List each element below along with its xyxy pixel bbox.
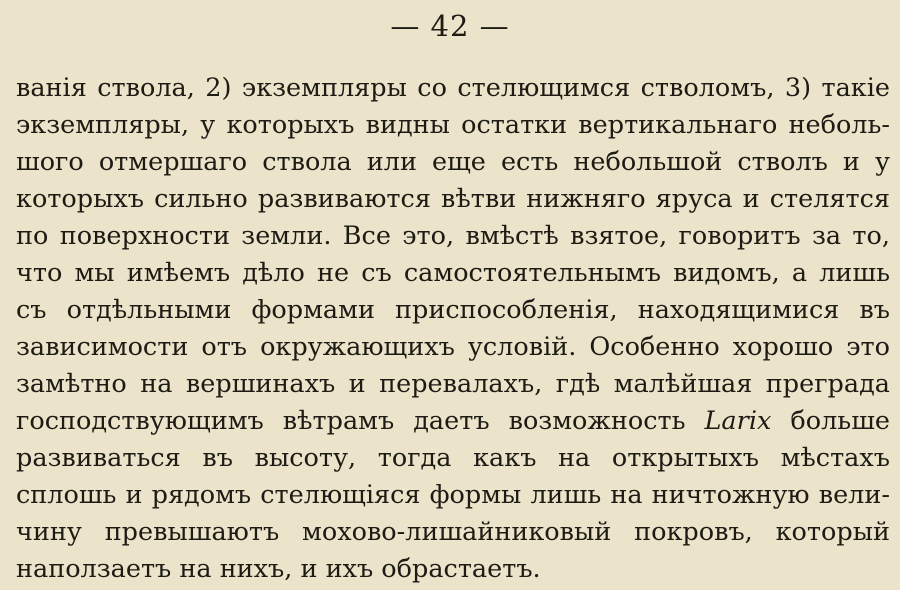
text-line-9: замѣтно на вершинахъ и перевалахъ, гдѣ малѣйшая преграда: [16, 369, 890, 399]
text-line-4: которыхъ сильно развиваются вѣтви нижняго яруса и стелятся: [16, 184, 890, 214]
text-line-6: что мы имѣемъ дѣло не съ самостоятельнымъ видомъ, а лишь: [16, 258, 890, 288]
text-line-1: ванія ствола, 2) экземпляры со стелющимся стволомъ, 3) такіе: [16, 73, 890, 103]
page-number: — 42 —: [390, 9, 510, 43]
text-line-14: наползаетъ на нихъ, и ихъ обрастаетъ.: [16, 554, 541, 584]
text-line-7: съ отдѣльными формами приспособленія, находящимися въ: [16, 295, 890, 325]
text-line-10-after: больше: [771, 406, 890, 436]
genus-name-italic: Larix: [704, 406, 772, 436]
text-line-5: по поверхности земли. Все это, вмѣстѣ взятое, говоритъ за то,: [16, 221, 890, 251]
body-paragraph: [16, 70, 890, 588]
text-line-3: шого отмершаго ствола или еще есть небольшой стволъ и у: [16, 147, 890, 177]
text-line-2: экземпляры, у которыхъ видны остатки вертикальнаго неболь-: [16, 110, 890, 140]
text-line-12: сплошь и рядомъ стелющіяся формы лишь на ничтожную вели-: [16, 480, 890, 510]
text-line-11: развиваться въ высоту, тогда какъ на открытыхъ мѣстахъ: [16, 443, 890, 473]
text-line-8: зависимости отъ окружающихъ условій. Особенно хорошо это: [16, 332, 890, 362]
text-line-10: [16, 403, 890, 440]
text-line-10-before: господствующимъ вѣтрамъ даетъ возможность: [16, 406, 705, 436]
text-line-13: чину превышаютъ мохово-лишайниковый покровъ, который: [16, 517, 890, 547]
